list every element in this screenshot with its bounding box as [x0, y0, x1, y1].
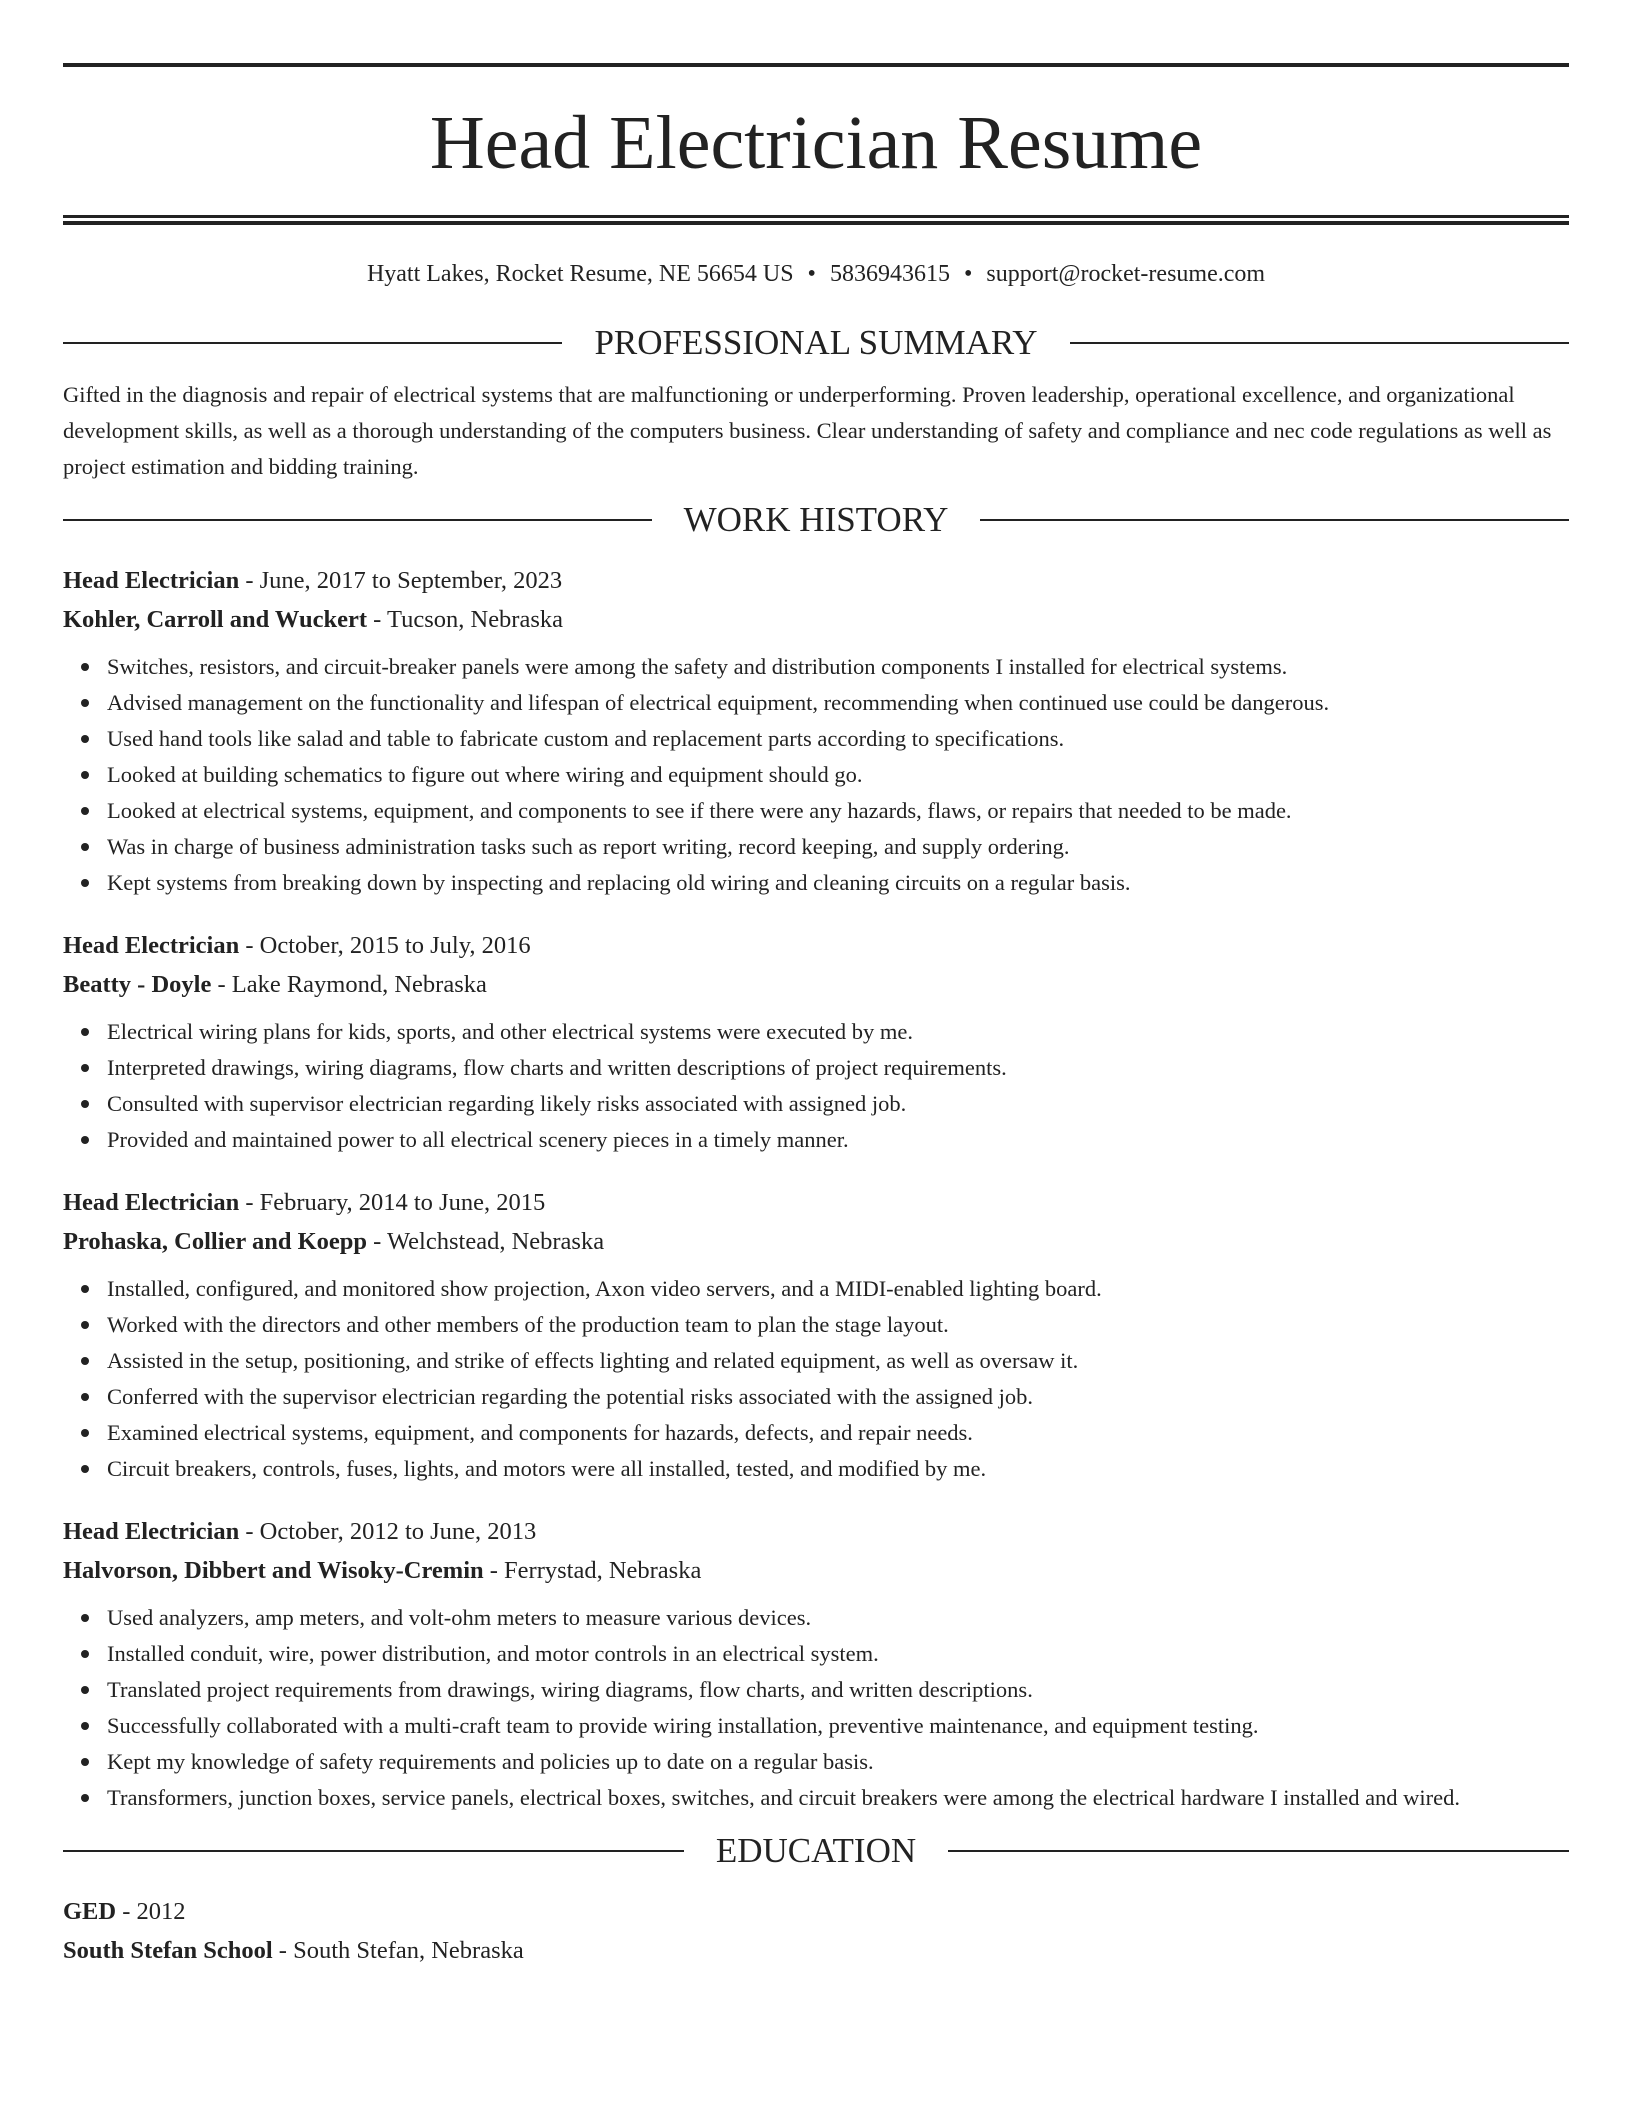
- section-heading-work-history: [63, 500, 1569, 540]
- duty-item: Advised management on the functionality and lifespan of electrical equipment, recommending when continued use could be dangerous.: [107, 685, 1569, 721]
- school-line: [63, 1936, 1569, 1966]
- section-title: EDUCATION: [715, 1831, 917, 1870]
- duty-item: Consulted with supervisor electrician regarding likely risks associated with assigned job.: [107, 1086, 1569, 1122]
- duty-item: Looked at building schematics to figure out where wiring and equipment should go.: [107, 757, 1569, 793]
- company-location: - Lake Raymond, Nebraska: [211, 971, 487, 998]
- contact-line: [63, 259, 1569, 289]
- job-dates: - June, 2017 to September, 2023: [239, 567, 563, 594]
- heading-rule-left: [63, 1850, 684, 1852]
- heading-rule-right: [948, 1850, 1569, 1852]
- job-title: Head Electrician: [63, 932, 240, 959]
- company-location: - Tucson, Nebraska: [367, 606, 564, 633]
- degree-line: [63, 1897, 1569, 1927]
- contact-address: Hyatt Lakes, Rocket Resume, NE 56654 US: [366, 261, 794, 287]
- duty-item: Electrical wiring plans for kids, sports, and other electrical systems were executed by me.: [107, 1014, 1569, 1050]
- duty-item: Worked with the directors and other members of the production team to plan the stage layout.: [107, 1307, 1569, 1343]
- contact-separator: •: [963, 261, 973, 287]
- job-title-line: [63, 566, 1569, 596]
- school-name: South Stefan School: [63, 1937, 273, 1964]
- job-entry: [63, 931, 1569, 1158]
- contact-separator: •: [807, 261, 816, 287]
- duty-item: Looked at electrical systems, equipment, and components to see if there were any hazards, flaws, or repairs that needed to be made.: [107, 793, 1569, 829]
- job-entry: [63, 1188, 1569, 1487]
- duty-item: Used analyzers, amp meters, and volt-ohm meters to measure various devices.: [107, 1600, 1569, 1636]
- section-heading-education: [63, 1831, 1569, 1871]
- duty-list: [63, 649, 1569, 901]
- heading-rule-left: [63, 342, 562, 344]
- duty-item: Was in charge of business administration tasks such as report writing, record keeping, and supply ordering.: [107, 829, 1569, 865]
- company-line: [63, 605, 1569, 635]
- duty-item: Transformers, junction boxes, service panels, electrical boxes, switches, and circuit breakers were among the electrical hardware I installed and wired.: [107, 1780, 1569, 1816]
- job-dates: - February, 2014 to June, 2015: [239, 1189, 546, 1216]
- duty-item: Switches, resistors, and circuit-breaker panels were among the safety and distribution components I installed for electrical systems.: [107, 649, 1569, 685]
- duty-list: [63, 1600, 1569, 1816]
- duty-item: Examined electrical systems, equipment, and components for hazards, defects, and repair needs.: [107, 1415, 1569, 1451]
- job-dates: - October, 2015 to July, 2016: [239, 932, 531, 959]
- summary-text: Gifted in the diagnosis and repair of electrical systems that are malfunctioning or underperforming. Proven leadership, operational excellence, and organizational development skills, as well as a thorough understanding of the computers business. Clear understanding of safety and compliance and nec code regulations as well as project estimation and bidding training.: [63, 382, 1552, 479]
- job-title: Head Electrician: [63, 567, 240, 594]
- company-name: Beatty - Doyle: [63, 971, 212, 998]
- company-line: [63, 1556, 1569, 1586]
- heading-rule-right: [980, 519, 1569, 521]
- job-title: Head Electrician: [63, 1518, 240, 1545]
- title-double-rule: [63, 215, 1569, 225]
- duty-item: Conferred with the supervisor electrician regarding the potential risks associated with the assigned job.: [107, 1379, 1569, 1415]
- company-line: [63, 970, 1569, 1000]
- duty-item: Circuit breakers, controls, fuses, lights, and motors were all installed, tested, and modified by me.: [107, 1451, 1569, 1487]
- school-location: - South Stefan, Nebraska: [272, 1937, 524, 1964]
- company-name: Halvorson, Dibbert and Wisoky-Cremin: [63, 1557, 484, 1584]
- duty-item: Used hand tools like salad and table to fabricate custom and replacement parts according to specifications.: [107, 721, 1569, 757]
- duty-item: Translated project requirements from drawings, wiring diagrams, flow charts, and written descriptions.: [107, 1672, 1569, 1708]
- heading-rule-left: [63, 519, 652, 521]
- duty-item: Interpreted drawings, wiring diagrams, flow charts and written descriptions of project requirements.: [107, 1050, 1569, 1086]
- duty-item: Assisted in the setup, positioning, and strike of effects lighting and related equipment, as well as oversaw it.: [107, 1343, 1569, 1379]
- duty-item: Provided and maintained power to all electrical scenery pieces in a timely manner.: [107, 1122, 1569, 1158]
- company-line: [63, 1227, 1569, 1257]
- top-rule: [63, 63, 1569, 67]
- duty-item: Successfully collaborated with a multi-craft team to provide wiring installation, preventive maintenance, and equipment testing.: [107, 1708, 1569, 1744]
- education-entry: [63, 1897, 1569, 1966]
- company-name: Prohaska, Collier and Koepp: [63, 1228, 368, 1255]
- job-title: Head Electrician: [63, 1189, 240, 1216]
- degree: GED: [63, 1898, 117, 1925]
- resume-title: Head Electrician Resume: [429, 101, 1203, 185]
- job-entry: [63, 1517, 1569, 1816]
- job-title-line: [63, 931, 1569, 961]
- degree-year: - 2012: [116, 1898, 186, 1925]
- company-name: Kohler, Carroll and Wuckert: [63, 606, 368, 633]
- duty-item: Kept systems from breaking down by inspecting and replacing old wiring and cleaning circuits on a regular basis.: [107, 865, 1569, 901]
- section-heading-summary: [63, 323, 1569, 363]
- job-dates: - October, 2012 to June, 2013: [239, 1518, 537, 1545]
- section-title: WORK HISTORY: [683, 500, 949, 539]
- duty-item: Installed, configured, and monitored show projection, Axon video servers, and a MIDI-enabled lighting board.: [107, 1271, 1569, 1307]
- contact-phone: 5836943615: [829, 261, 950, 287]
- job-title-line: [63, 1517, 1569, 1547]
- duty-item: Kept my knowledge of safety requirements and policies up to date on a regular basis.: [107, 1744, 1569, 1780]
- duty-item: Installed conduit, wire, power distribution, and motor controls in an electrical system.: [107, 1636, 1569, 1672]
- heading-rule-right: [1070, 342, 1569, 344]
- duty-list: [63, 1271, 1569, 1487]
- job-entry: [63, 566, 1569, 901]
- company-location: - Welchstead, Nebraska: [367, 1228, 605, 1255]
- contact-email: support@rocket-resume.com: [986, 261, 1266, 287]
- duty-list: [63, 1014, 1569, 1158]
- job-title-line: [63, 1188, 1569, 1218]
- company-location: - Ferrystad, Nebraska: [483, 1557, 702, 1584]
- section-title: PROFESSIONAL SUMMARY: [594, 323, 1038, 362]
